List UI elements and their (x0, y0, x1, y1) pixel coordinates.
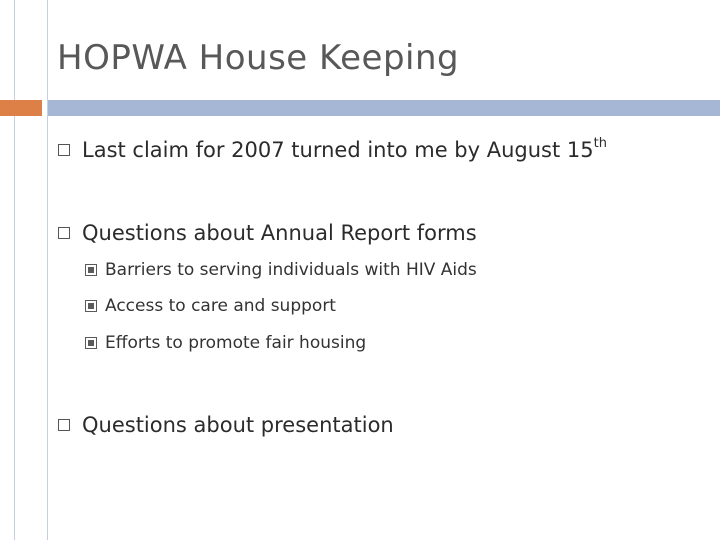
bullet-item (58, 221, 477, 245)
sub-bullet-item (85, 260, 477, 280)
sub-bullet-item (85, 333, 366, 353)
bullet-item (58, 413, 394, 437)
bullet-item (58, 138, 607, 162)
bullet-text: Questions about presentation (82, 413, 394, 437)
sub-bullet-text: Access to care and support (105, 296, 336, 316)
slide-title: HOPWA House Keeping (57, 38, 460, 78)
hollow-square-bullet-icon (58, 227, 70, 239)
filled-square-bullet-icon (85, 337, 97, 349)
bullet-text: Questions about Annual Report forms (82, 221, 477, 245)
sub-bullet-item (85, 296, 336, 316)
sub-bullet-text: Barriers to serving individuals with HIV Aids (105, 260, 477, 280)
filled-square-bullet-icon (85, 300, 97, 312)
sub-bullet-text: Efforts to promote fair housing (105, 333, 367, 353)
bullet-text: Last claim for 2007 turned into me by August 15th (82, 136, 607, 162)
hollow-square-bullet-icon (58, 419, 70, 431)
hollow-square-bullet-icon (58, 144, 70, 156)
accent-bar-orange (0, 100, 42, 116)
left-rule-line (14, 0, 15, 540)
left-rule-line (47, 0, 48, 540)
accent-bar-blue (48, 100, 720, 116)
filled-square-bullet-icon (85, 264, 97, 276)
bullet-superscript: th (593, 136, 607, 151)
